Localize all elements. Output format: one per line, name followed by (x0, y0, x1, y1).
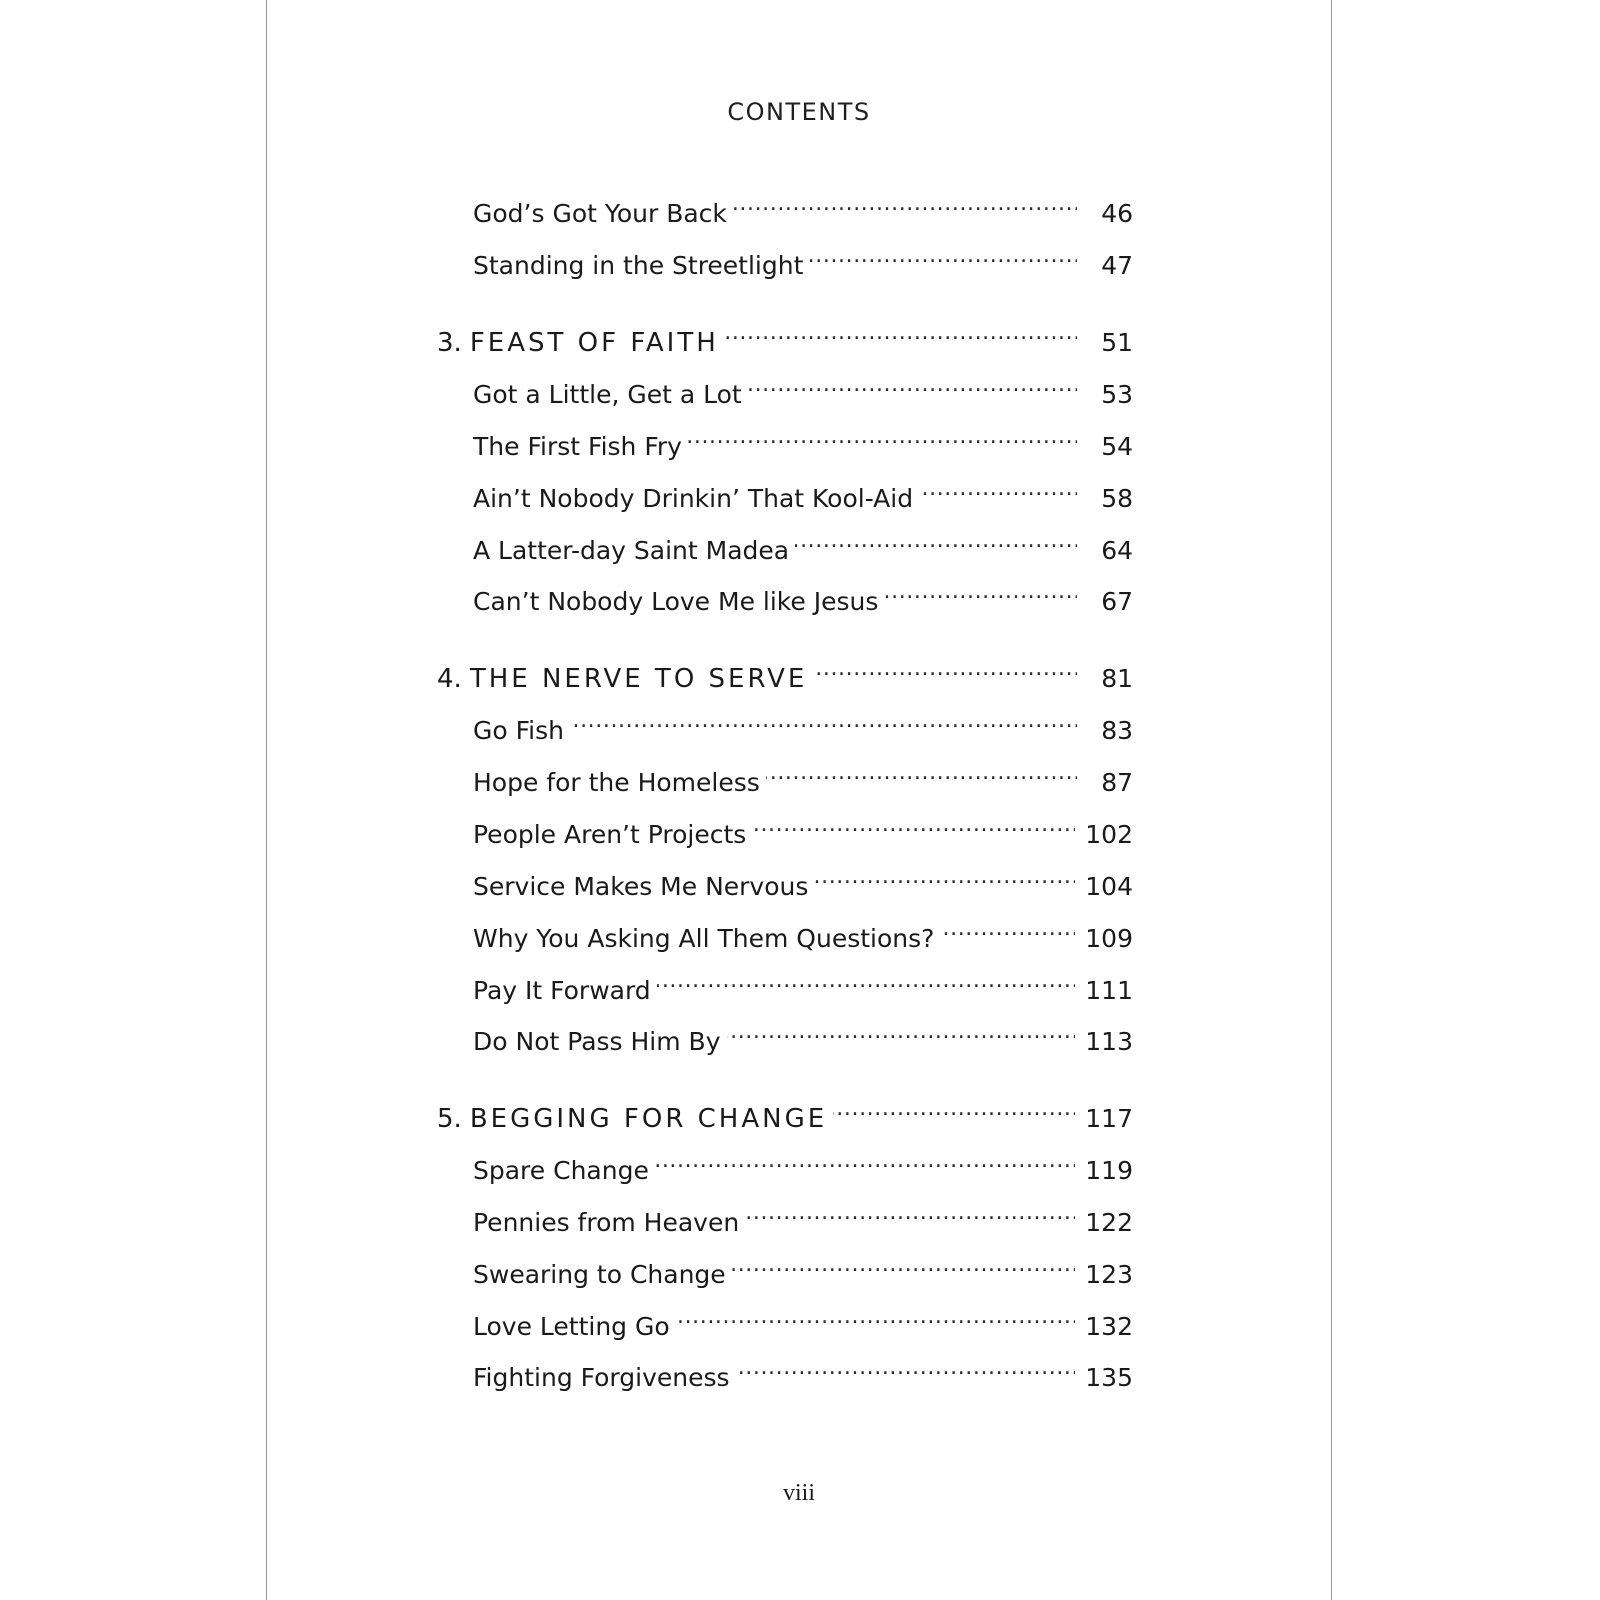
page-number: viii (782, 1480, 815, 1506)
dot-leader (727, 1014, 1076, 1050)
dot-leader (745, 1195, 1075, 1231)
dot-leader (732, 1247, 1076, 1283)
dot-leader (725, 315, 1077, 351)
toc-entry-title: Fighting Forgiveness (473, 1363, 730, 1392)
toc-page-number: 87 (1101, 768, 1133, 797)
toc-entry-title: God’s Got Your Back (473, 199, 727, 228)
toc-entry-title: THE NERVE TO SERVE (469, 664, 808, 694)
toc-page-number: 132 (1085, 1312, 1133, 1341)
toc-section-entry (473, 238, 1133, 280)
toc-page-number: 47 (1101, 251, 1133, 280)
toc-section-entry (473, 419, 1133, 461)
toc-entry-title: The First Fish Fry (473, 432, 682, 461)
toc-section-entry (473, 755, 1133, 797)
toc-section-entry (473, 523, 1133, 565)
toc-section-entry (473, 186, 1133, 228)
toc-page-number: 117 (1085, 1104, 1133, 1133)
toc-page-number: 51 (1101, 328, 1133, 357)
dot-leader (884, 574, 1077, 610)
toc-entry-title: BEGGING FOR CHANGE (469, 1104, 828, 1134)
dot-leader (813, 651, 1077, 687)
toc-page-number: 109 (1085, 924, 1133, 953)
toc-section-entry (473, 1350, 1133, 1392)
toc-entry-title: Can’t Nobody Love Me like Jesus (473, 587, 879, 616)
toc-section-entry (473, 1299, 1133, 1341)
toc-entry-title: Why You Asking All Them Questions? (473, 924, 935, 953)
toc-page-number: 81 (1101, 664, 1133, 693)
dot-leader (688, 419, 1077, 455)
dot-leader (833, 1091, 1075, 1127)
toc-page-number: 123 (1085, 1260, 1133, 1289)
toc-section-entry (473, 911, 1133, 953)
dot-leader (752, 807, 1075, 843)
toc-page-number: 53 (1101, 380, 1133, 409)
dot-leader (733, 186, 1077, 222)
toc-entry-title: Pennies from Heaven (473, 1208, 740, 1237)
toc-entry-title: Standing in the Streetlight (473, 251, 804, 280)
toc-entry-title: Go Fish (473, 716, 564, 745)
dot-leader (809, 238, 1077, 274)
toc-chapter-number: 3. (437, 328, 462, 358)
toc-page-number: 64 (1101, 536, 1133, 565)
dot-leader (919, 471, 1077, 507)
toc-entry-title: Service Makes Me Nervous (473, 872, 809, 901)
dot-leader (795, 523, 1077, 559)
toc-section-entry (473, 471, 1133, 513)
toc-section-entry (473, 1014, 1133, 1056)
toc-section-entry (473, 963, 1133, 1005)
toc-page-number: 83 (1101, 716, 1133, 745)
toc-page-number: 104 (1085, 872, 1133, 901)
toc-chapter-number: 4. (437, 664, 462, 694)
toc-page-number: 58 (1101, 484, 1133, 513)
toc-section-entry (473, 703, 1133, 745)
toc-chapter-number: 5. (437, 1104, 462, 1134)
toc-section-entry (473, 1195, 1133, 1237)
toc-section-entry (473, 1143, 1133, 1185)
toc-entry-title: Got a Little, Get a Lot (473, 380, 742, 409)
toc-section-entry (473, 859, 1133, 901)
toc-entry-title: People Aren’t Projects (473, 820, 747, 849)
dot-leader (676, 1299, 1076, 1335)
toc-chapter-entry (437, 651, 1133, 694)
toc-chapter-entry (437, 315, 1133, 358)
dot-leader (766, 755, 1077, 791)
toc-entry-title: Do Not Pass Him By (473, 1027, 721, 1056)
dot-leader (814, 859, 1075, 895)
toc-page-number: 46 (1101, 199, 1133, 228)
dot-leader (655, 1143, 1075, 1179)
toc-entry-title: Hope for the Homeless (473, 768, 760, 797)
toc-page-number: 122 (1085, 1208, 1133, 1237)
toc-page-number: 67 (1101, 587, 1133, 616)
toc-section-entry (473, 807, 1133, 849)
toc-page-number: 54 (1101, 432, 1133, 461)
toc-entry-title: Swearing to Change (473, 1260, 726, 1289)
toc-page-number: 113 (1085, 1027, 1133, 1056)
dot-leader (657, 963, 1076, 999)
toc-entry-title: Ain’t Nobody Drinkin’ That Kool-Aid (473, 484, 914, 513)
running-head: CONTENTS (727, 98, 871, 126)
dot-leader (748, 367, 1077, 403)
toc-section-entry (473, 1247, 1133, 1289)
book-page (266, 0, 1332, 1600)
table-of-contents (267, 0, 1331, 1600)
toc-section-entry (473, 574, 1133, 616)
toc-page-number: 111 (1085, 976, 1133, 1005)
toc-page-number: 119 (1085, 1156, 1133, 1185)
toc-entry-title: Pay It Forward (473, 976, 651, 1005)
toc-section-entry (473, 367, 1133, 409)
toc-page-number: 102 (1085, 820, 1133, 849)
toc-chapter-entry (437, 1091, 1133, 1134)
toc-entry-title: A Latter-day Saint Madea (473, 536, 790, 565)
dot-leader (736, 1350, 1076, 1386)
toc-entry-title: FEAST OF FAITH (469, 328, 719, 358)
toc-entry-title: Love Letting Go (473, 1312, 670, 1341)
toc-entry-title: Spare Change (473, 1156, 649, 1185)
dot-leader (940, 911, 1075, 947)
dot-leader (570, 703, 1077, 739)
toc-page-number: 135 (1085, 1363, 1133, 1392)
